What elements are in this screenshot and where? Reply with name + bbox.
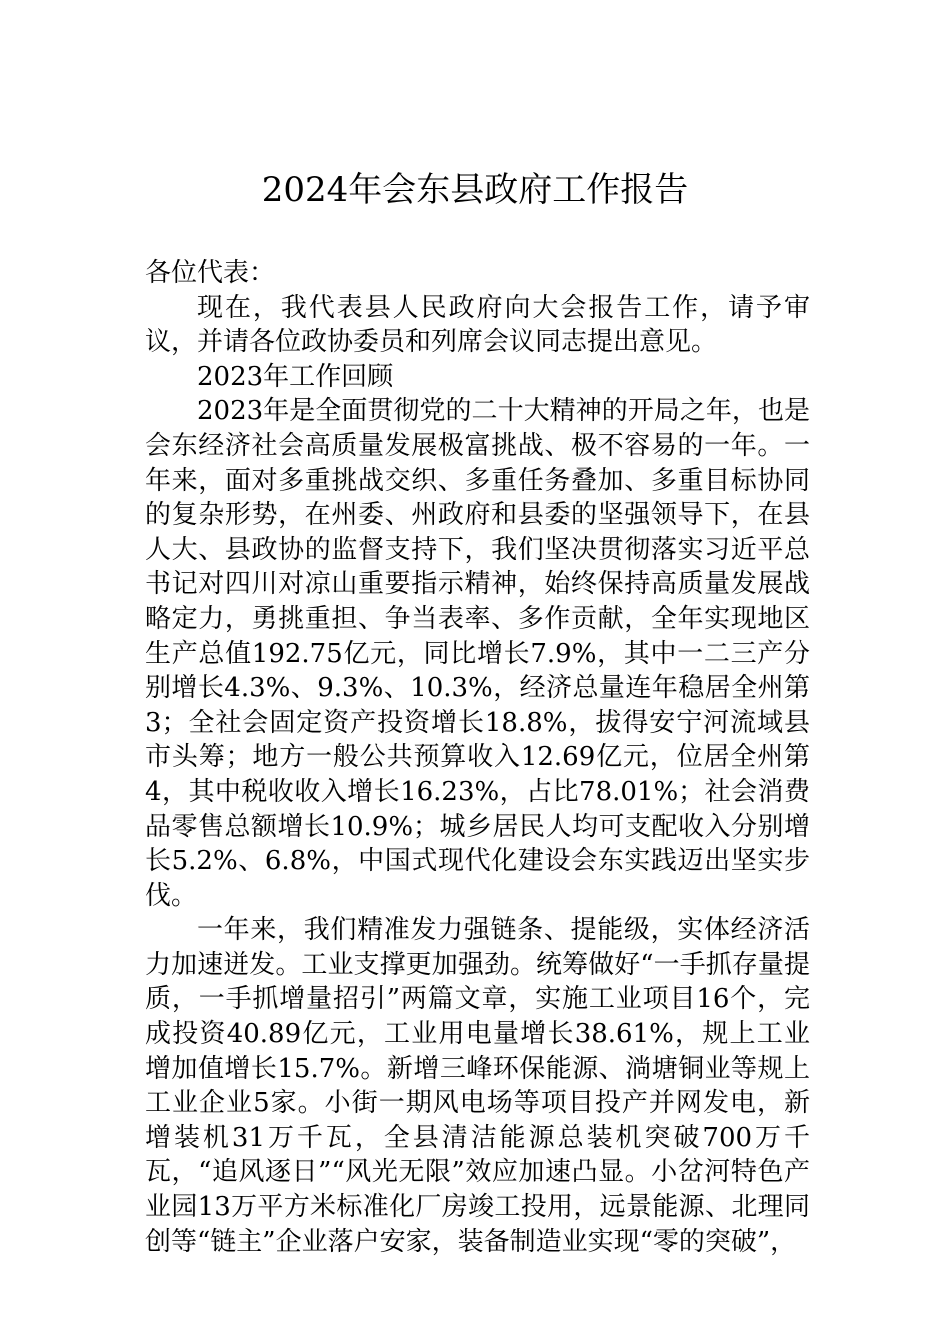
document-title: 2024年会东县政府工作报告	[261, 170, 689, 210]
section-heading: 2023年工作回顾	[197, 361, 394, 392]
document-body	[145, 256, 810, 1259]
paragraph-industry: 一年来，我们精准发力强链条、提能级，实体经济活力加速迸发。工业支撑更加强劲。统筹做好“一手抓存量提质，一手抓增量招引”两篇文章，实施工业项目16个，完成投资40.89亿元，工业用电量增长38.61%，规上工业增加值增长15.7%。新增三峰环保能源、淌塘铜业等规上工业企业5家。小街一期风电场等项目投产并网发电，新增装机31万千瓦，全县清洁能源总装机突破700万千瓦，“追风逐日”“风光无限”效应加速凸显。小岔河特色产业园13万平方米标准化厂房竣工投用，远景能源、北理同创等“链主”企业落户安家，装备制造业实现“零的突破”，	[145, 915, 810, 1257]
salutation: 各位代表：	[145, 258, 276, 288]
paragraph-overview: 2023年是全面贯彻党的二十大精神的开局之年，也是会东经济社会高质量发展极富挑战、极不容易的一年。一年来，面对多重挑战交织、多重任务叠加、多重目标协同的复杂形势，在州委、州政府和县委的坚强领导下，在县人大、县政协的监督支持下，我们坚决贯彻落实习近平总书记对四川对凉山重要指示精神，始终保持高质量发展战略定力，勇挑重担、争当表率、多作贡献，全年实现地区生产总值192.75亿元，同比增长7.9%，其中一二三产分别增长4.3%、9.3%、10.3%，经济总量连年稳居全州第3；全社会固定资产投资增长18.8%，拔得安宁河流域县市头筹；地方一般公共预算收入12.69亿元，位居全州第4，其中税收收入增长16.23%，占比78.01%；社会消费品零售总额增长10.9%；城乡居民人均可支配收入分别增长5.2%、6.8%，中国式现代化建设会东实践迈出坚实步伐。	[145, 396, 810, 911]
paragraph-intro: 现在，我代表县人民政府向大会报告工作，请予审议，并请各位政协委员和列席会议同志提出意见。	[145, 292, 810, 358]
